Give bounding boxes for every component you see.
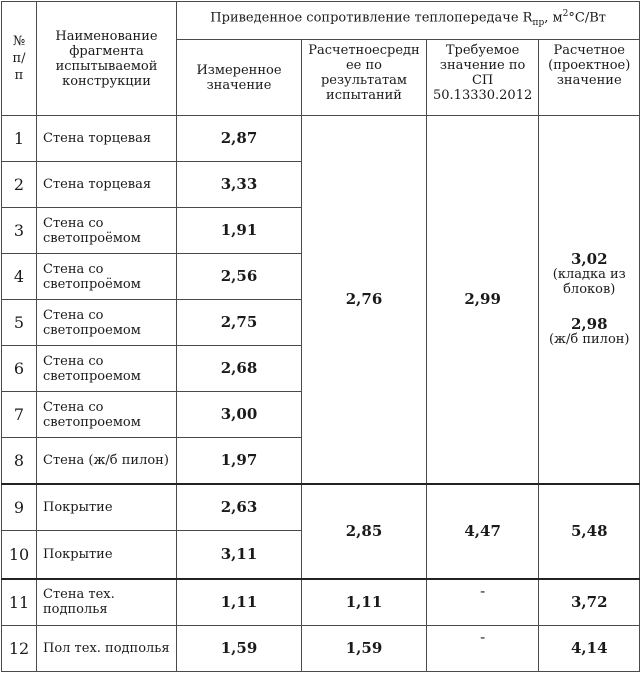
row-name: Стена со светопроемом — [37, 392, 177, 438]
table-row — [2, 484, 640, 531]
header-num: № п/ п — [2, 2, 37, 116]
row-measured: 1,11 — [177, 579, 302, 626]
row-num: 4 — [2, 254, 37, 300]
header-group-unit-b: °С/Вт — [568, 10, 606, 26]
roof-calc-avg: 2,85 — [302, 484, 427, 579]
header-group-unit-sup: 2 — [562, 9, 569, 19]
walls-design-2-note: (ж/б пилон) — [548, 331, 630, 347]
row-num: 7 — [2, 392, 37, 438]
row-measured: 2,63 — [177, 484, 302, 531]
row-name: Покрытие — [37, 484, 177, 531]
header-required: Требуемое значение по СП 50.13330.2012 — [427, 40, 539, 116]
row-name: Стена со светопроёмом — [37, 208, 177, 254]
table-row — [2, 626, 640, 672]
basement-wall-design: 3,72 — [539, 579, 640, 626]
header-name: Наименование фрагмента испытываемой конструкции — [37, 2, 177, 116]
row-name: Стена тех. подполья — [37, 579, 177, 626]
row-num: 8 — [2, 438, 37, 484]
basement-floor-design: 4,14 — [539, 626, 640, 672]
row-name: Покрытие — [37, 531, 177, 579]
table-row — [2, 116, 640, 162]
header-group-unit: , м — [544, 10, 563, 26]
header-calc-avg: Расчетноесредн ее по результатам испытаний — [302, 40, 427, 116]
walls-design-2: 2,98 — [570, 314, 608, 333]
row-measured: 2,75 — [177, 300, 302, 346]
walls-calc-avg: 2,76 — [302, 116, 427, 484]
row-measured: 2,68 — [177, 346, 302, 392]
row-measured: 1,91 — [177, 208, 302, 254]
table-row — [2, 579, 640, 626]
row-name: Стена (ж/б пилон) — [37, 438, 177, 484]
roof-required: 4,47 — [427, 484, 539, 579]
walls-design-1-note: (кладка из блоков) — [552, 266, 626, 297]
walls-design — [539, 116, 640, 484]
row-num: 12 — [2, 626, 37, 672]
row-num: 3 — [2, 208, 37, 254]
header-group-main: Приведенное сопротивление теплопередаче R — [210, 10, 533, 26]
header-group — [177, 2, 640, 40]
row-name: Стена торцевая — [37, 162, 177, 208]
row-num: 5 — [2, 300, 37, 346]
roof-design: 5,48 — [539, 484, 640, 579]
row-measured: 1,59 — [177, 626, 302, 672]
row-num: 6 — [2, 346, 37, 392]
row-name: Стена со светопроемом — [37, 300, 177, 346]
row-measured: 3,00 — [177, 392, 302, 438]
row-num: 1 — [2, 116, 37, 162]
row-measured: 1,97 — [177, 438, 302, 484]
header-design: Расчетное (проектное) значение — [539, 40, 640, 116]
walls-required: 2,99 — [427, 116, 539, 484]
row-num: 11 — [2, 579, 37, 626]
row-num: 2 — [2, 162, 37, 208]
basement-wall-calc-avg: 1,11 — [302, 579, 427, 626]
row-measured: 3,33 — [177, 162, 302, 208]
header-measured: Измеренное значение — [177, 40, 302, 116]
row-num: 9 — [2, 484, 37, 531]
basement-wall-required: - — [427, 579, 539, 626]
basement-floor-calc-avg: 1,59 — [302, 626, 427, 672]
row-name: Пол тех. подполья — [37, 626, 177, 672]
row-name: Стена торцевая — [37, 116, 177, 162]
row-num: 10 — [2, 531, 37, 579]
row-measured: 2,56 — [177, 254, 302, 300]
row-measured: 3,11 — [177, 531, 302, 579]
row-measured: 2,87 — [177, 116, 302, 162]
row-name: Стена со светопроёмом — [37, 254, 177, 300]
resistance-table — [1, 1, 640, 672]
basement-floor-required: - — [427, 626, 539, 672]
walls-design-1: 3,02 — [570, 249, 608, 268]
row-name: Стена со светопроемом — [37, 346, 177, 392]
header-group-sub: пр — [532, 17, 545, 28]
